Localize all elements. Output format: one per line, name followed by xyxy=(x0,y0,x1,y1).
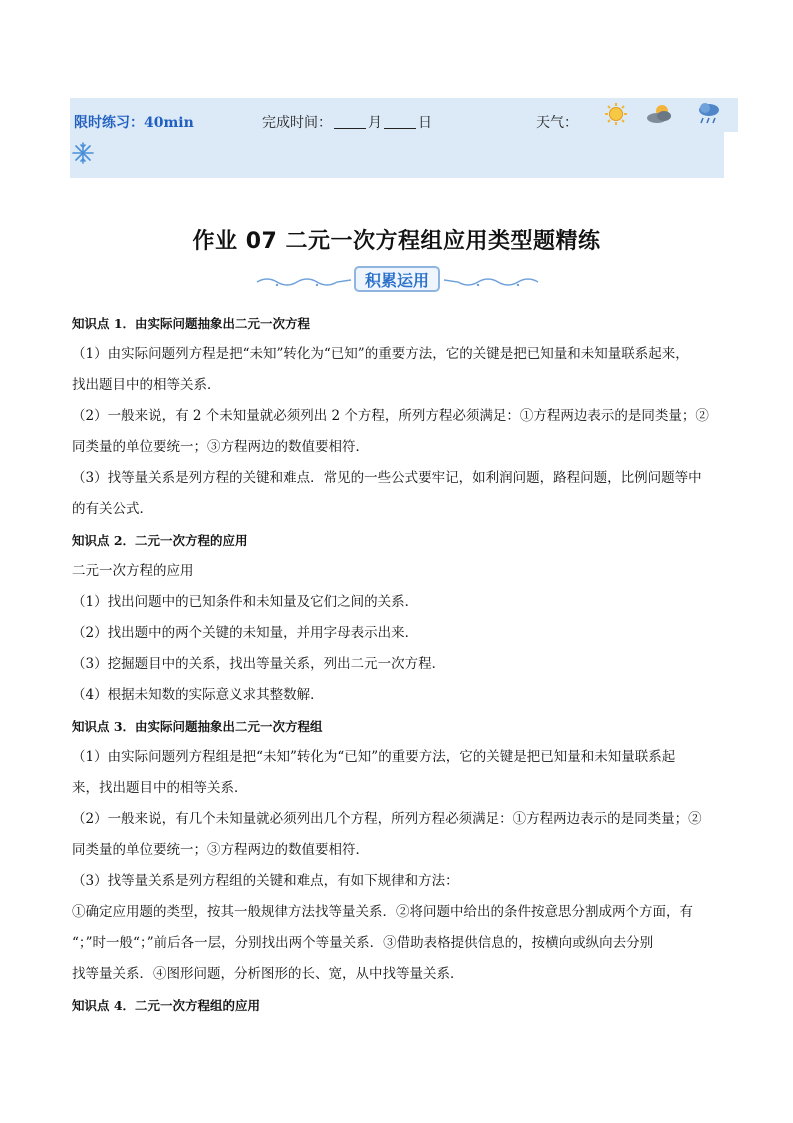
timed-practice-label: 限时练习：40min xyxy=(74,115,194,131)
paragraph-line: 来，找出题目中的相等关系． xyxy=(72,780,248,796)
day-label: 日 xyxy=(418,115,432,131)
paragraph-line: 的有关公式． xyxy=(72,501,153,517)
completion-time-label: 完成时间： xyxy=(262,115,332,131)
paragraph-line: 找出题目中的相等关系． xyxy=(72,377,221,393)
paragraph-line: （1）由实际问题列方程是把“未知”转化为“已知”的重要方法，它的关键是把已知量和未知量联系起来， xyxy=(72,346,689,362)
paragraph-line: 找等量关系．④图形问题，分析图形的长、宽，从中找等量关系． xyxy=(72,966,464,982)
paragraph-line: （3）挖掘题目中的关系，找出等量关系，列出二元一次方程． xyxy=(72,656,446,672)
partly-cloudy-icon xyxy=(644,101,676,127)
paragraph-line: （2）一般来说，有 2 个未知量就必须列出 2 个方程，所列方程必须满足：①方程两边表示的是同类量；② xyxy=(72,408,709,424)
paragraph-line: （1）找出问题中的已知条件和未知量及它们之间的关系． xyxy=(72,594,419,610)
subtitle-label: 积累运用 xyxy=(354,266,440,292)
rain-cloud-icon xyxy=(696,100,722,128)
paragraph-line: （1）由实际问题列方程组是把“未知”转化为“已知”的重要方法，它的关键是把已知量和未知量联系起 xyxy=(72,749,676,765)
paragraph-line: 同类量的单位要统一；③方程两边的数值要相符． xyxy=(72,439,369,455)
sun-icon xyxy=(604,102,628,126)
banner-tab xyxy=(724,98,738,132)
section-heading: 知识点 2．二元一次方程的应用 xyxy=(72,533,248,548)
completion-time xyxy=(262,112,432,132)
month-blank[interactable] xyxy=(334,114,366,129)
paragraph-line: ①确定应用题的类型，按其一般规律方法找等量关系．②将问题中给出的条件按意思分割成两个方面，有 xyxy=(72,904,693,920)
paragraph-line: （3）找等量关系是列方程的关键和难点．常见的一些公式要牢记，如利润问题，路程问题，比例问题等中 xyxy=(72,470,702,486)
page-title: 作业 07 二元一次方程组应用类型题精练 xyxy=(192,229,601,254)
paragraph-line: “；”时一般“；”前后各一层，分别找出两个等量关系．③借助表格提供信息的，按横向或纵向去分别 xyxy=(72,935,654,951)
knowledge-content xyxy=(72,308,724,1021)
paragraph-line: （3）找等量关系是列方程组的关键和难点，有如下规律和方法： xyxy=(72,873,459,889)
paragraph-line: （4）根据未知数的实际意义求其整数解． xyxy=(72,687,324,703)
month-label: 月 xyxy=(368,115,382,131)
snowflake-icon xyxy=(72,142,94,164)
weather-label: 天气： xyxy=(536,115,578,131)
section-heading: 知识点 3．由实际问题抽象出二元一次方程组 xyxy=(72,719,323,734)
day-blank[interactable] xyxy=(384,114,416,129)
paragraph-line: （2）一般来说，有几个未知量就必须列出几个方程，所列方程必须满足：①方程两边表示的是同类量；② xyxy=(72,811,702,827)
section-heading: 知识点 1．由实际问题抽象出二元一次方程 xyxy=(72,316,311,331)
section-heading: 知识点 4．二元一次方程组的应用 xyxy=(72,998,261,1013)
paragraph-line: 二元一次方程的应用 xyxy=(72,563,194,579)
paragraph-line: 同类量的单位要统一；③方程两边的数值要相符． xyxy=(72,842,369,858)
paragraph-line: （2）找出题中的两个关键的未知量，并用字母表示出来． xyxy=(72,625,419,641)
header-banner xyxy=(70,98,724,178)
subtitle-ornament xyxy=(255,266,540,296)
